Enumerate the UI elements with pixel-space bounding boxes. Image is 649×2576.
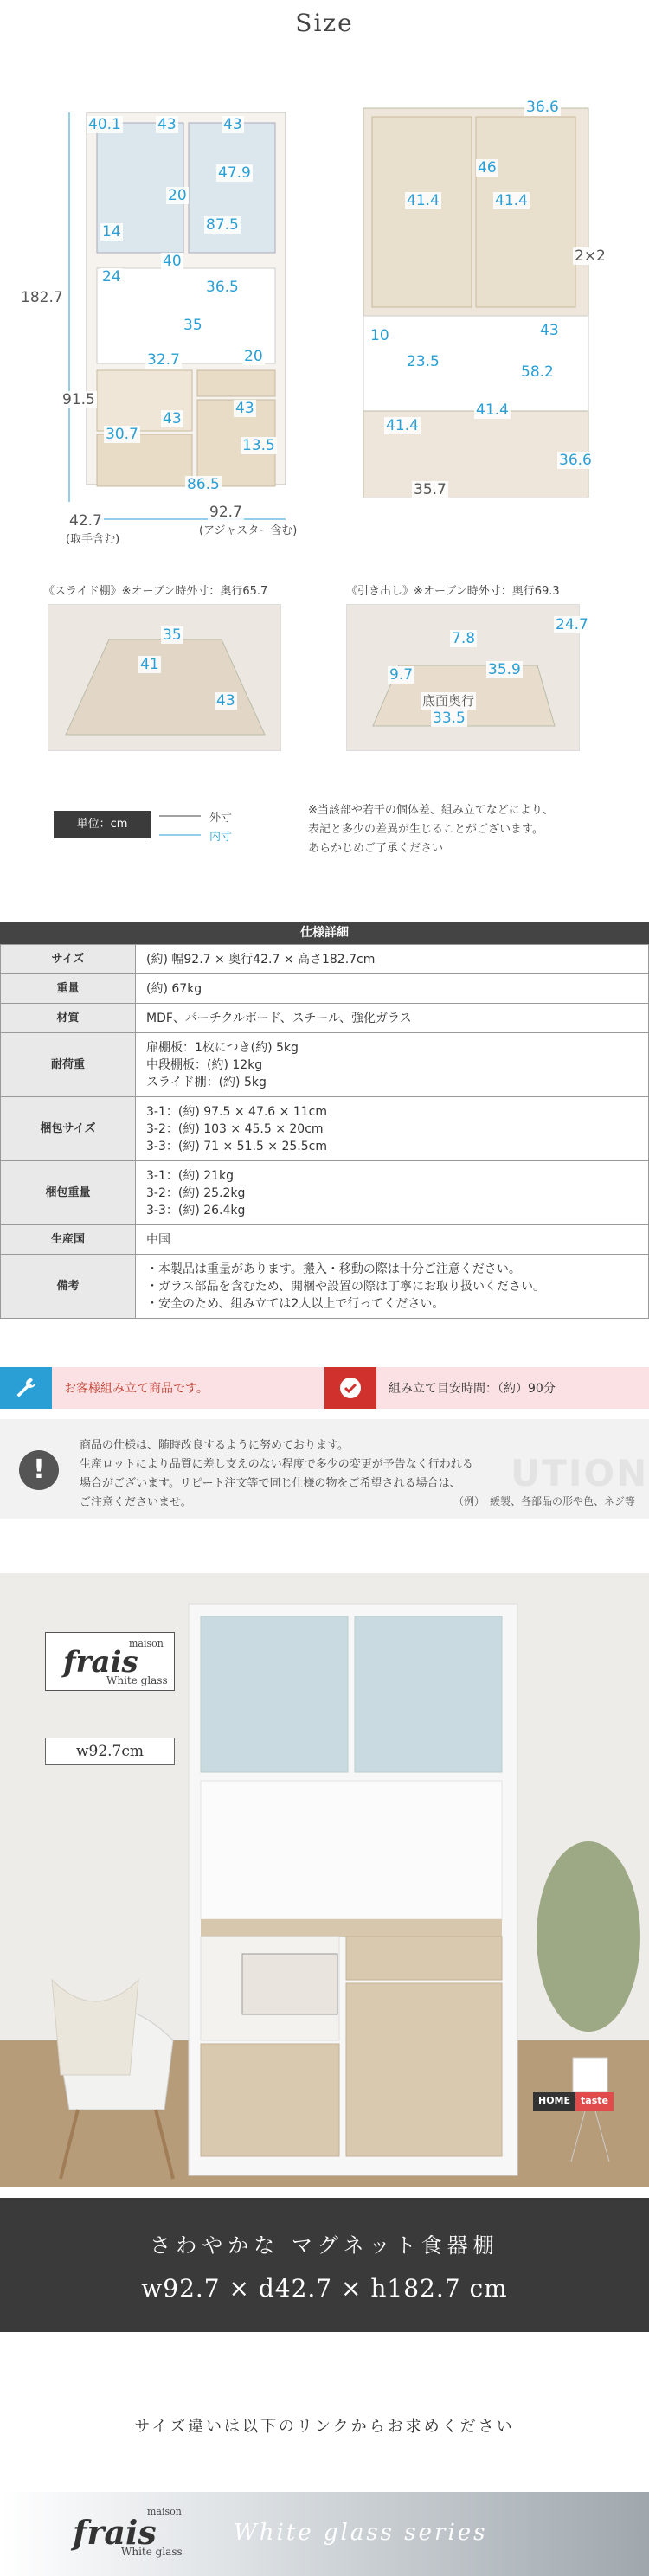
- drawer-bottom-depth-label: 底面奥行: [422, 693, 475, 709]
- caution-example: （例） 緩製、各部品の形や色、ネジ等: [453, 1495, 635, 1507]
- dim-87-5: 87.5: [206, 216, 239, 234]
- dim-depth: 42.7: [69, 512, 102, 530]
- drawer-dim-24-7: 24.7: [556, 616, 588, 633]
- spec-value: 3-1：(約) 21kg 3-2：(約) 25.2kg 3-3：(約) 26.4kg: [136, 1161, 649, 1225]
- dim-41-4b: 41.4: [495, 192, 528, 209]
- dim-32-7: 32.7: [147, 351, 180, 369]
- dim-41-4d: 41.4: [386, 417, 419, 434]
- dim-41-4a: 41.4: [407, 192, 440, 209]
- table-row: [1, 1033, 649, 1097]
- dim-182-7: 182.7: [21, 289, 63, 306]
- table-row: [1, 1161, 649, 1225]
- slide-dim-43: 43: [216, 692, 235, 710]
- drawer-photo: [346, 604, 580, 751]
- spec-head: 生産国: [1, 1225, 136, 1255]
- spec-value: ・本製品は重量があります。搬入・移動の際は十分ご注意ください。 ・ガラス部品を含むため、開梱や設置の際は丁寧にお取り扱いください。 ・安全のため、組み立ては2人以上で行ってください。: [136, 1255, 649, 1319]
- assembly-notice: [0, 1367, 324, 1409]
- dim-23-5: 23.5: [407, 353, 440, 370]
- spec-section: [0, 922, 649, 1319]
- dim-40: 40: [163, 253, 182, 270]
- time-notice-text: 組み立て目安時間：（約）90分: [389, 1382, 556, 1396]
- table-row: [1, 1225, 649, 1255]
- spec-head: 備考: [1, 1255, 136, 1319]
- dim-58-2: 58.2: [521, 363, 554, 381]
- clock-icon: [324, 1367, 376, 1409]
- width-note: (アジャスター含む): [199, 524, 298, 537]
- product-photo: [0, 1573, 649, 2187]
- notice-bar: [0, 1367, 649, 1409]
- spec-value: 中国: [136, 1225, 649, 1255]
- dim-13-5: 13.5: [242, 437, 275, 454]
- dim-35: 35: [183, 317, 202, 334]
- table-row: [1, 974, 649, 1004]
- drawer-dim-33-5: 33.5: [433, 710, 466, 727]
- spec-value: 扉棚板：1枚につき(約) 5kg 中段棚板：(約) 12kg スライド棚：(約) 5kg: [136, 1033, 649, 1097]
- dim-20b: 20: [244, 348, 263, 365]
- slide-caption: 《スライド棚》※オーブン時外寸：奥行65.7: [43, 585, 268, 598]
- table-row: [1, 1004, 649, 1033]
- unit-label: 単位：cm: [54, 811, 151, 838]
- dim-24: 24: [102, 268, 121, 286]
- caution-watermark: UTION: [511, 1452, 649, 1494]
- dim-43c: 43: [163, 410, 182, 427]
- spec-head: 材質: [1, 1004, 136, 1033]
- caution-box: [0, 1419, 649, 1519]
- table-row: [1, 945, 649, 974]
- wrench-icon: [0, 1367, 52, 1409]
- spec-value: (約) 幅92.7 × 奥行42.7 × 高さ182.7cm: [136, 945, 649, 974]
- dim-20a: 20: [168, 187, 187, 204]
- dim-14: 14: [102, 223, 121, 241]
- spec-head: サイズ: [1, 945, 136, 974]
- spec-table: [0, 944, 649, 1319]
- inner-label: 内寸: [209, 831, 233, 844]
- drawer-dim-35-9: 35.9: [488, 661, 521, 678]
- slide-dim-35: 35: [163, 626, 182, 644]
- table-row: [1, 1097, 649, 1161]
- series-logo: maison frais White glass: [73, 2506, 183, 2558]
- drawer-caption: 《引き出し》※オーブン時外寸：奥行69.3: [346, 585, 560, 598]
- dim-36-6a: 36.6: [526, 99, 559, 116]
- size-section: [0, 0, 649, 900]
- brand-logo: maison frais White glass: [45, 1632, 175, 1691]
- spec-head: 重量: [1, 974, 136, 1004]
- size-title: Size: [295, 9, 354, 37]
- caution-text: 商品の仕様は、随時改良するように努めております。 生産ロットにより品質に差し支えのない程度で多少の変更が予告なく行われる 場合がございます。リピート注文等で同じ仕様の物をご希望される場合は、 ご注意くださいませ。: [80, 1439, 473, 1509]
- dim-86-5: 86.5: [187, 476, 220, 493]
- dim-40-1: 40.1: [88, 116, 121, 133]
- dim-41-4c: 41.4: [476, 401, 509, 419]
- spec-value: 3-1：(約) 97.5 × 47.6 × 11cm 3-2：(約) 103 × 45.5 × 20cm 3-3：(約) 71 × 51.5 × 25.5cm: [136, 1097, 649, 1161]
- table-row: [1, 1255, 649, 1319]
- drawer-dim-9-7: 9.7: [389, 666, 414, 684]
- depth-note: (取手含む): [66, 533, 120, 546]
- dim-width: 92.7: [209, 504, 242, 521]
- width-tag: w92.7cm: [45, 1738, 175, 1765]
- dim-36-5: 36.5: [206, 279, 239, 296]
- dim-91-5: 91.5: [62, 391, 95, 408]
- home-taste-logo: HOME taste: [533, 2092, 614, 2111]
- outer-label: 外寸: [209, 812, 233, 825]
- drawer-dim-7-8: 7.8: [452, 630, 476, 647]
- slide-dim-41: 41: [140, 656, 159, 673]
- spec-value: (約) 67kg: [136, 974, 649, 1004]
- dim-30-7: 30.7: [106, 426, 138, 443]
- assembly-notice-text: お客様組み立て商品です。: [64, 1382, 209, 1396]
- time-notice: [324, 1367, 649, 1409]
- spec-title: 仕様詳細: [0, 922, 649, 944]
- exclamation-icon: !: [19, 1450, 59, 1490]
- spec-head: 耐荷重: [1, 1033, 136, 1097]
- dim-43d: 43: [235, 400, 254, 417]
- series-banner[interactable]: [0, 2492, 649, 2576]
- banner-dimensions: w92.7 × d42.7 × h182.7 cm: [141, 2274, 508, 2303]
- dim-2x2: 2×2: [575, 247, 606, 265]
- dim-46: 46: [478, 159, 497, 177]
- series-title: White glass series: [234, 2520, 488, 2546]
- dim-10: 10: [370, 327, 389, 344]
- product-banner: [0, 2198, 649, 2332]
- dim-43-open: 43: [540, 322, 559, 339]
- spec-head: 梱包重量: [1, 1161, 136, 1225]
- legend-arrows: [156, 809, 208, 844]
- dim-36-6b: 36.6: [559, 452, 592, 469]
- dim-43b: 43: [223, 116, 242, 133]
- dim-35-7: 35.7: [414, 481, 447, 498]
- size-note: ※当該部や若干の個体差、組み立てなどにより、 表記と多少の差異が生じることがございます。 あらかじめご了承ください: [308, 804, 554, 855]
- size-variant-link-text: サイズ違いは以下のリンクからお求めください: [134, 2418, 515, 2436]
- dim-43a: 43: [157, 116, 177, 133]
- spec-value: MDF、パーチクルボード、スチール、強化ガラス: [136, 1004, 649, 1033]
- dim-47-9: 47.9: [218, 164, 251, 182]
- spec-head: 梱包サイズ: [1, 1097, 136, 1161]
- banner-tagline: さわやかな マグネット食器棚: [150, 2233, 499, 2258]
